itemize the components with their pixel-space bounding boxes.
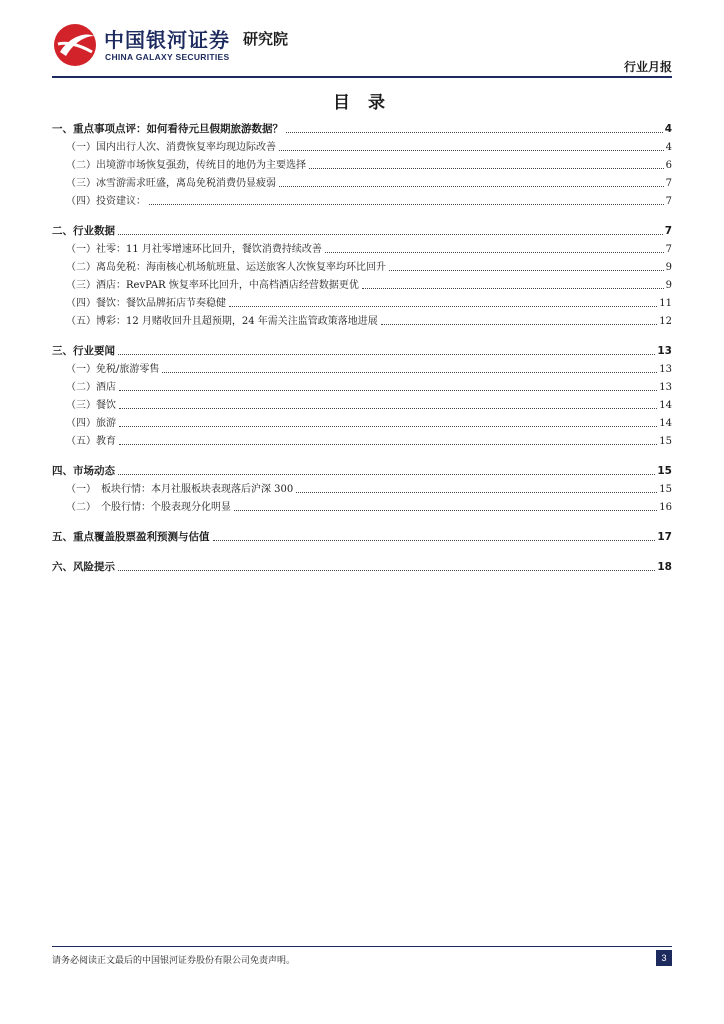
- toc-entry-page: 7: [665, 196, 672, 207]
- page-header: [52, 18, 672, 78]
- toc-dot-leader: [118, 354, 655, 355]
- toc-dot-leader: [119, 444, 657, 445]
- toc-entry-label: （二） 个股行情：个股表现分化明显: [66, 502, 231, 513]
- toc-entry-page: 7: [665, 178, 672, 189]
- toc-dot-leader: [118, 474, 655, 475]
- toc-entry-label: （一）免税/旅游零售: [66, 364, 160, 375]
- toc-dot-leader: [309, 168, 664, 169]
- toc-entry-page: 11: [659, 298, 672, 309]
- footer-divider: [52, 946, 672, 947]
- toc-dot-leader: [234, 510, 657, 511]
- toc-entry-label: （一） 板块行情：本月社服板块表现落后沪深 300: [66, 484, 294, 495]
- toc-entry-page: 17: [657, 531, 672, 543]
- footer-disclaimer: 请务必阅读正文最后的中国银河证券股份有限公司免责声明。: [52, 956, 296, 966]
- toc-entry-label: （五）教育: [66, 436, 116, 447]
- brand-name-cn: 中国银河证券: [104, 28, 230, 52]
- toc-entry[interactable]: [52, 496, 672, 514]
- toc-entry[interactable]: [52, 172, 672, 190]
- toc-entry[interactable]: [52, 430, 672, 448]
- toc-entry-page: 15: [659, 436, 672, 447]
- toc-dot-leader: [118, 234, 663, 235]
- toc-dot-leader: [389, 270, 664, 271]
- toc-entry[interactable]: [52, 340, 672, 358]
- toc-entry-label: 二、行业数据: [52, 225, 115, 237]
- toc-entry-label: 一、重点事项点评：如何看待元旦假期旅游数据？: [52, 123, 283, 135]
- toc-dot-leader: [119, 426, 657, 427]
- toc-title: 目 录: [333, 93, 391, 113]
- toc-entry[interactable]: [52, 478, 672, 496]
- toc-entry[interactable]: [52, 310, 672, 328]
- toc-entry[interactable]: [52, 358, 672, 376]
- page-number: 3: [656, 950, 672, 966]
- toc-entry-label: 六、风险提示: [52, 561, 115, 573]
- toc-entry-page: 18: [657, 561, 672, 573]
- toc-entry-page: 13: [659, 364, 672, 375]
- toc-entry[interactable]: [52, 238, 672, 256]
- toc-entry[interactable]: [52, 412, 672, 430]
- toc-entry-page: 14: [659, 418, 672, 429]
- toc-dot-leader: [149, 204, 664, 205]
- toc-dot-leader: [119, 390, 657, 391]
- toc-entry-page: 4: [665, 142, 672, 153]
- toc-entry[interactable]: [52, 220, 672, 238]
- toc-dot-leader: [279, 150, 664, 151]
- toc-entry-label: （三）冰雪游需求旺盛，离岛免税消费仍显疲弱: [66, 178, 276, 189]
- toc-entry-page: 12: [659, 316, 672, 327]
- header-divider: [52, 76, 672, 78]
- toc-entry-label: （五）博彩：12 月赌收回升且超预期，24 年需关注监管政策落地进展: [66, 316, 378, 327]
- toc-entry[interactable]: [52, 256, 672, 274]
- toc-entry-page: 4: [664, 123, 672, 135]
- toc-dot-leader: [325, 252, 664, 253]
- toc-entry[interactable]: [52, 460, 672, 478]
- toc-entry[interactable]: [52, 292, 672, 310]
- toc-entry-label: （三）酒店：RevPAR 恢复率环比回升，中高档酒店经营数据更优: [66, 280, 359, 291]
- toc-entry-page: 6: [665, 160, 672, 171]
- toc-dot-leader: [296, 492, 657, 493]
- toc-entry-label: （二）离岛免税：海南核心机场航班量、运送旅客人次恢复率均环比回升: [66, 262, 386, 273]
- toc-entry-label: （四）旅游: [66, 418, 116, 429]
- toc-entry[interactable]: [52, 118, 672, 136]
- toc-entry-page: 15: [659, 484, 672, 495]
- toc-entry[interactable]: [52, 376, 672, 394]
- toc-dot-leader: [362, 288, 664, 289]
- toc-dot-leader: [213, 540, 656, 541]
- toc-entry[interactable]: [52, 556, 672, 574]
- galaxy-logo-icon: [52, 22, 98, 68]
- toc-entry[interactable]: [52, 394, 672, 412]
- toc-entry[interactable]: [52, 136, 672, 154]
- report-type: 行业月报: [623, 60, 672, 74]
- toc-entry-page: 14: [659, 400, 672, 411]
- toc-entry-label: （二）酒店: [66, 382, 116, 393]
- toc-entry-label: （二）出境游市场恢复强劲，传统目的地仍为主要选择: [66, 160, 306, 171]
- toc-dot-leader: [286, 132, 663, 133]
- toc-dot-leader: [118, 570, 655, 571]
- toc-entry-label: （一）国内出行人次、消费恢复率均现边际改善: [66, 142, 276, 153]
- toc-entry-page: 13: [659, 382, 672, 393]
- toc-entry[interactable]: [52, 274, 672, 292]
- toc-dot-leader: [162, 372, 657, 373]
- brand-name-en: CHINA GALAXY SECURITIES: [105, 52, 230, 62]
- toc-entry-label: 四、市场动态: [52, 465, 115, 477]
- toc-entry-label: （一）社零：11 月社零增速环比回升，餐饮消费持续改善: [66, 244, 322, 255]
- toc-entry-label: （三）餐饮: [66, 400, 116, 411]
- toc-entry-label: 三、行业要闻: [52, 345, 115, 357]
- toc-entry-page: 7: [664, 225, 672, 237]
- toc-entry[interactable]: [52, 190, 672, 208]
- toc-entry-page: 13: [657, 345, 672, 357]
- toc-entry-page: 9: [665, 262, 672, 273]
- toc-dot-leader: [381, 324, 657, 325]
- toc-entry-label: （四）餐饮：餐饮品牌拓店节奏稳健: [66, 298, 226, 309]
- toc-entry-page: 7: [665, 244, 672, 255]
- toc-entry-page: 16: [659, 502, 672, 513]
- toc-entry-page: 15: [657, 465, 672, 477]
- toc-dot-leader: [229, 306, 657, 307]
- toc-entry[interactable]: [52, 526, 672, 544]
- table-of-contents: [52, 118, 672, 574]
- toc-dot-leader: [279, 186, 664, 187]
- institute-label: 研究院: [243, 30, 289, 48]
- toc-entry-label: 五、重点覆盖股票盈利预测与估值: [52, 531, 210, 543]
- toc-entry-label: （四）投资建议：: [66, 196, 146, 207]
- toc-entry[interactable]: [52, 154, 672, 172]
- toc-entry-page: 9: [665, 280, 672, 291]
- toc-dot-leader: [119, 408, 657, 409]
